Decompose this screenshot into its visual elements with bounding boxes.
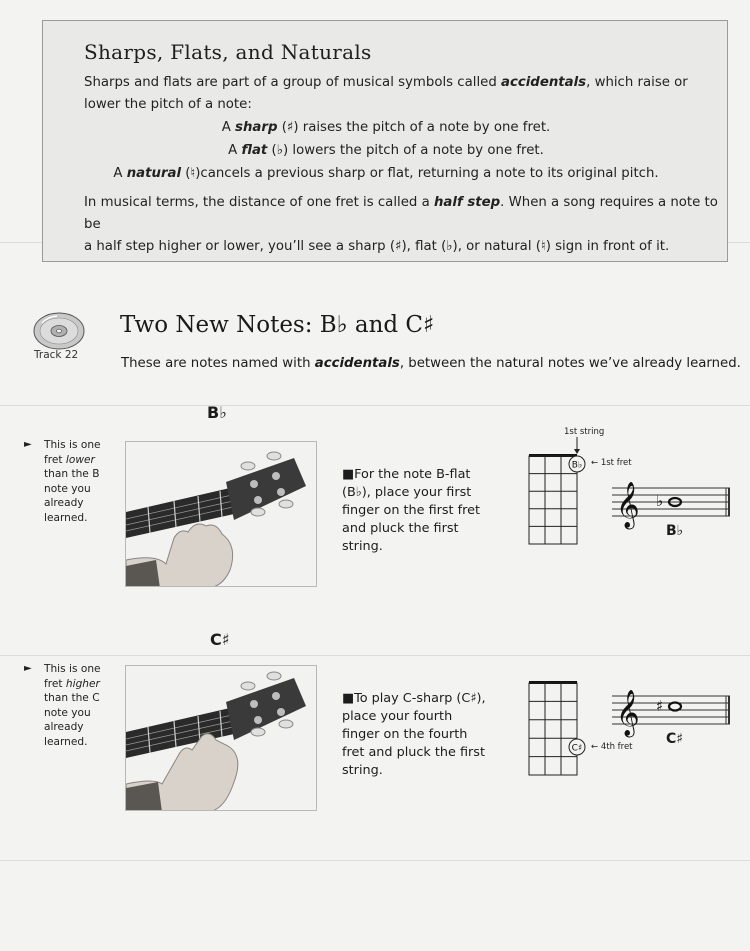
sharp-rule: A sharp (♯) raises the pitch of a note by one fret. [221,120,551,135]
bflat-fretboard-diagram [526,436,596,546]
csharp-dot-label: C♯ [571,743,583,754]
flat-sign: ♭ [656,492,664,510]
bflat-staff-label: B♭ [666,523,684,539]
cd-icon[interactable] [33,311,85,351]
fourth-fret-label: ← 4th fret [591,742,633,752]
bflat-instructions: ■For the note B-flat (B♭), place your first finger on the first fret and pluck the first string. [342,467,481,554]
bflat-side-note: ► This is one fret lower than the B note you already learned. [24,439,101,524]
sharp-sign: ♯ [656,697,664,715]
half-step-text: In musical terms, the distance of one fret is called a half step. When a song requires a note to be a half step higher or lower, you’ll see a sharp (♯), flat (♭), or natural (♮) sign in front of it. [84,195,718,254]
section-title: Two New Notes: B♭ and C♯ [120,312,435,338]
csharp-fretboard-diagram [526,678,596,780]
first-fret-label: ← 1st fret [591,458,632,468]
section-intro: These are notes named with accidentals, between the natural notes we’ve already learned. [121,356,741,371]
box-title: Sharps, Flats, and Naturals [84,40,372,64]
csharp-photo [125,665,317,811]
csharp-heading: C♯ [210,630,230,649]
treble-clef-icon: 𝄞 [616,482,640,528]
natural-rule: A natural (♮)cancels a previous sharp or flat, returning a note to its original pitch. [113,166,659,181]
pointer-arrow-icon: ► [24,439,32,450]
bflat-heading: B♭ [207,403,227,422]
flat-rule: A flat (♭) lowers the pitch of a note by one fret. [228,143,544,158]
csharp-staff-label: C♯ [666,731,684,747]
pointer-arrow-icon: ► [24,663,32,674]
treble-clef-icon: 𝄞 [616,690,640,736]
info-box [42,20,728,262]
bullet-icon: ■ [342,467,355,482]
csharp-instructions: ■To play C-sharp (C♯), place your fourth finger on the fourth fret and pluck the first string. [342,691,486,778]
first-string-label: 1st string [564,427,605,437]
track-label: Track 22 [34,349,79,361]
bullet-icon: ■ [342,691,355,706]
box-intro: Sharps and flats are part of a group of musical symbols called accidentals, which raise or lower the pitch of a note: [84,75,688,112]
bflat-photo [125,441,317,587]
bflat-dot-label: B♭ [571,460,583,471]
csharp-side-note: ► This is one fret higher than the C note you already learned. [24,663,101,748]
